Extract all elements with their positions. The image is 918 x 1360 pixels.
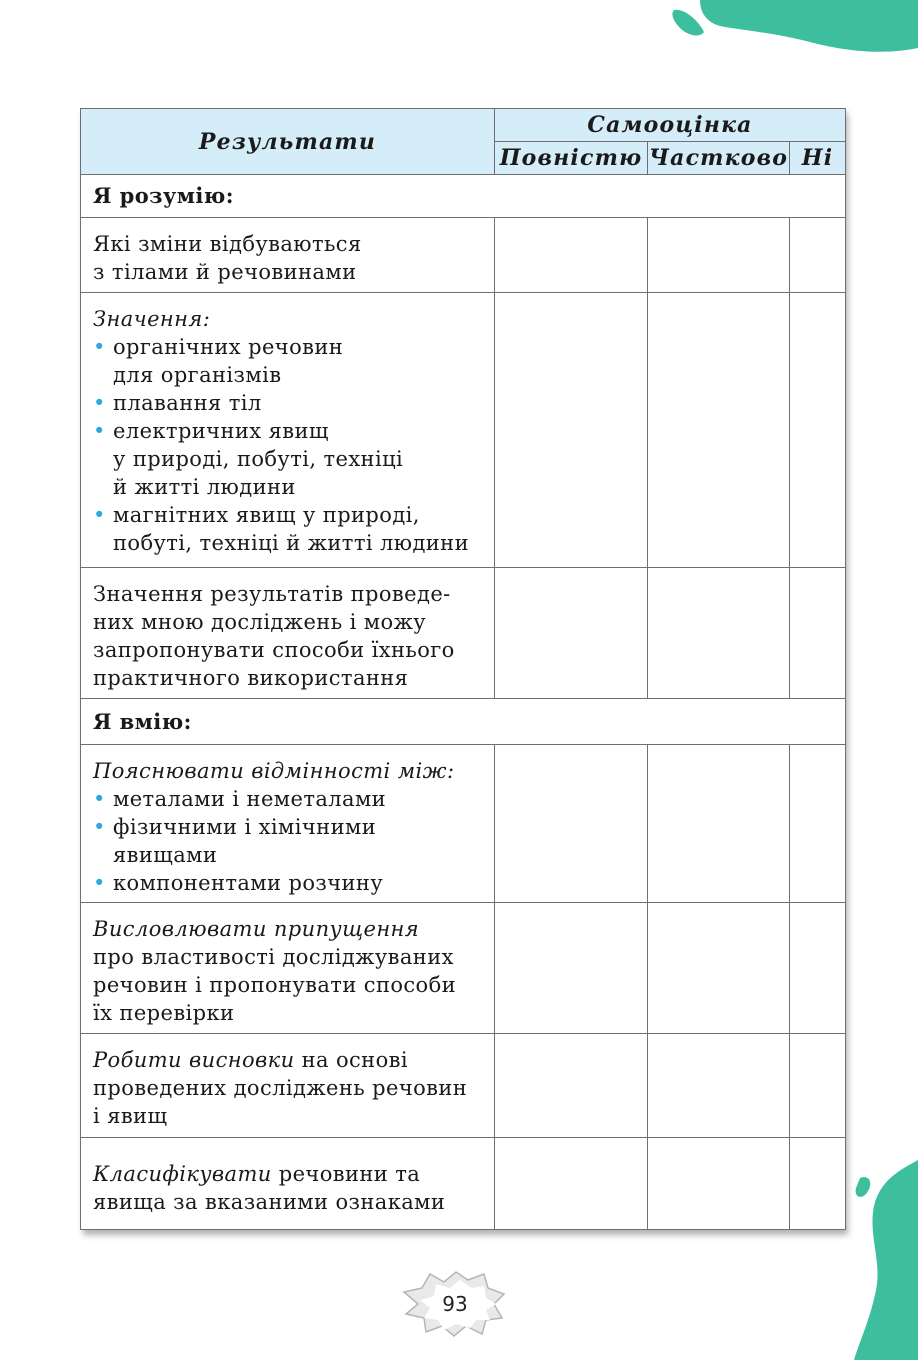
checkbox-cell-no[interactable] <box>790 568 846 699</box>
bullet-icon: • <box>93 503 106 527</box>
checkbox-cell-no[interactable] <box>790 293 846 568</box>
checkbox-cell-partially[interactable] <box>648 745 790 903</box>
header-results: Результати <box>81 109 495 175</box>
table-row <box>81 1138 846 1230</box>
checkbox-cell-partially[interactable] <box>648 568 790 699</box>
self-assessment-table <box>80 108 846 1230</box>
list-item: • фізичними і хімічними явищами <box>93 815 377 867</box>
checkbox-cell-fully[interactable] <box>495 568 648 699</box>
table-row <box>81 568 846 699</box>
bullet-icon: • <box>93 419 106 443</box>
list-item: • органічних речовин для організмів <box>93 335 344 387</box>
checkbox-cell-partially[interactable] <box>648 1034 790 1138</box>
row-text-significance: Значення: • органічних речовин для організмів • плавання тіл • електричних явищ у природі, побуті, техніці й житті людини • магнітних явищ у природі, побуті, техніці й житті людини <box>81 293 495 568</box>
checkbox-cell-fully[interactable] <box>495 903 648 1034</box>
list-item: • магнітних явищ у природі, побуті, техніці й житті людини <box>93 503 469 555</box>
decorative-wave-top <box>640 0 918 70</box>
list-item: • електричних явищ у природі, побуті, техніці й житті людини <box>93 419 404 499</box>
decorative-wave-right <box>840 1150 918 1360</box>
checkbox-cell-no[interactable] <box>790 1138 846 1230</box>
row-text-explain-differences: Пояснювати відмінності між: • металами і неметалами • фізичними і хімічними явищами • компонентами розчину <box>81 745 495 903</box>
row-text-classify: Класифікувати речовини та явища за вказаними ознаками <box>81 1138 495 1230</box>
row-text-hypotheses: Висловлювати припущення про властивості досліджуваних речовин і пропонувати способи їх перевірки <box>81 903 495 1034</box>
list-item: • плавання тіл <box>93 391 262 415</box>
checkbox-cell-fully[interactable] <box>495 1138 648 1230</box>
page-number: 93 <box>442 1292 468 1316</box>
row-text-changes: Які зміни відбуваються з тілами й речовинами <box>81 218 495 293</box>
section-can: Я вмію: <box>81 699 846 745</box>
checkbox-cell-partially[interactable] <box>648 903 790 1034</box>
list-item: • компонентами розчину <box>93 871 384 895</box>
checkbox-cell-no[interactable] <box>790 903 846 1034</box>
checkbox-cell-partially[interactable] <box>648 1138 790 1230</box>
table-row <box>81 218 846 293</box>
checkbox-cell-no[interactable] <box>790 218 846 293</box>
row-text-research-results: Значення результатів проведе- них мною досліджень і можу запропонувати способи їхнього практичного використання <box>81 568 495 699</box>
list-item: • металами і неметалами <box>93 787 387 811</box>
checkbox-cell-no[interactable] <box>790 1034 846 1138</box>
table-row <box>81 1034 846 1138</box>
table-row <box>81 745 846 903</box>
bullet-icon: • <box>93 335 106 359</box>
header-no: Ні <box>790 142 846 175</box>
checkbox-cell-fully[interactable] <box>495 218 648 293</box>
bullet-icon: • <box>93 787 106 811</box>
header-self-assessment: Самооцінка <box>495 109 846 142</box>
bullet-icon: • <box>93 815 106 839</box>
checkbox-cell-fully[interactable] <box>495 1034 648 1138</box>
bullet-icon: • <box>93 871 106 895</box>
checkbox-cell-fully[interactable] <box>495 293 648 568</box>
section-understand: Я розумію: <box>81 175 846 218</box>
page-number-badge <box>400 1268 510 1340</box>
bullet-icon: • <box>93 391 106 415</box>
self-assessment-table-wrapper <box>80 108 845 1230</box>
header-fully: Повністю <box>495 142 648 175</box>
checkbox-cell-fully[interactable] <box>495 745 648 903</box>
checkbox-cell-partially[interactable] <box>648 218 790 293</box>
checkbox-cell-no[interactable] <box>790 745 846 903</box>
table-row <box>81 903 846 1034</box>
header-partially: Частково <box>648 142 790 175</box>
table-row <box>81 293 846 568</box>
significance-list <box>93 333 486 557</box>
checkbox-cell-partially[interactable] <box>648 293 790 568</box>
row-text-conclusions: Робити висновки на основі проведених досліджень речовин і явищ <box>81 1034 495 1138</box>
differences-list <box>93 785 486 897</box>
